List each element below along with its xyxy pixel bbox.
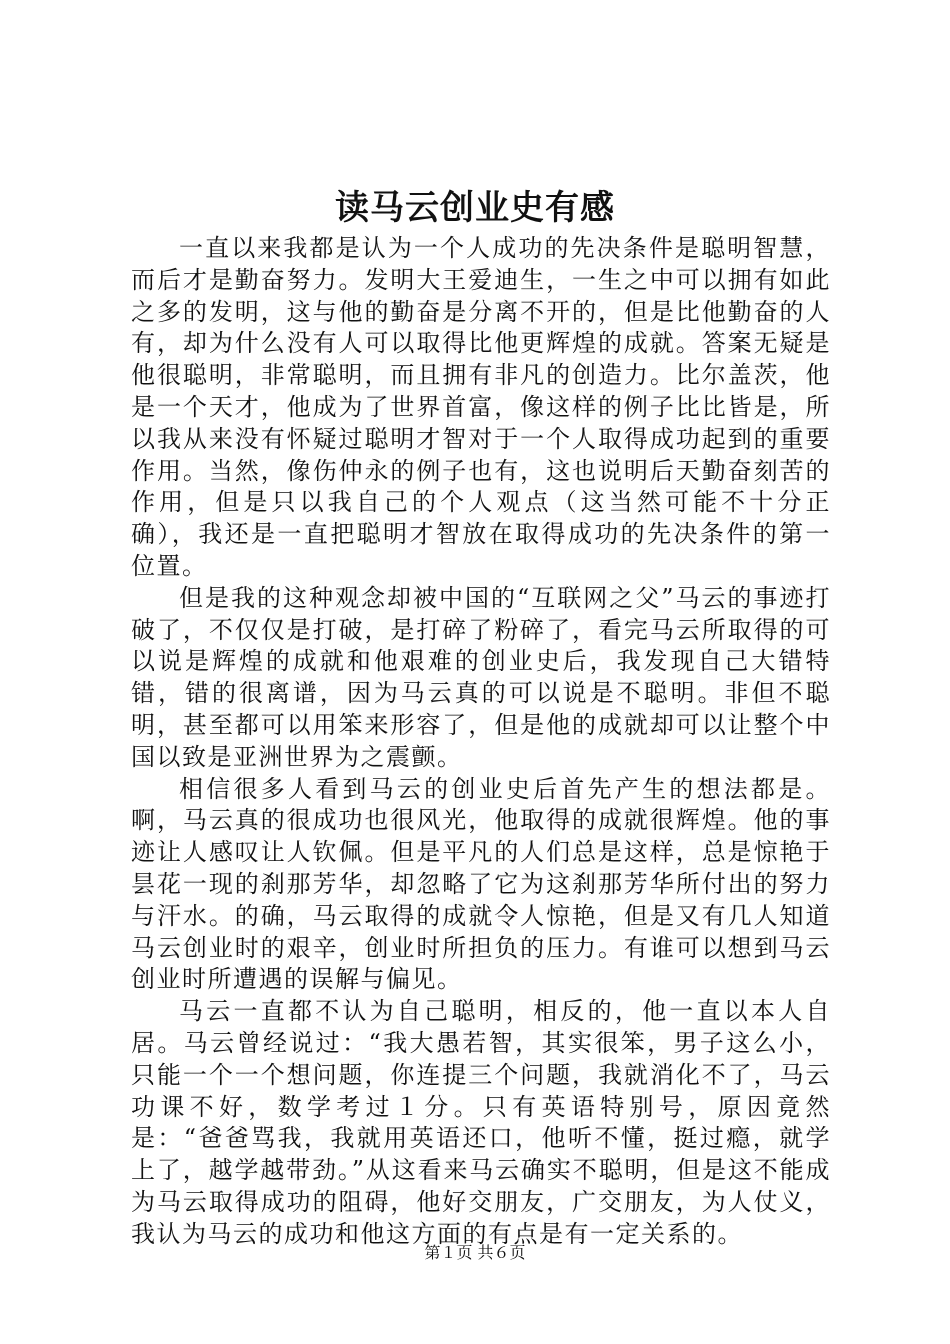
- paragraph-4: 马云一直都不认为自己聪明，相反的，他一直以本人自居。马云曾经说过：“我大愚若智，其实很笨，男子这么小，只能一个一个想问题，你连提三个问题，我就消化不了，马云功课不好，数学考过１分。只有英语特别号，原因竟然是：“爸爸骂我，我就用英语还口，他听不懂，挺过瘾，就学上了，越学越带劲。”从这看来马云确实不聪明，但是这不能成为马云取得成功的阻碍，他好交朋友，广交朋友，为人仗义，我认为马云的成功和他这方面的有点是有一定关系的。: [131, 997, 831, 1248]
- document-body: [131, 233, 831, 1251]
- paragraph-2: 但是我的这种观念却被中国的“互联网之父”马云的事迹打破了，不仅仅是打破，是打碎了粉碎了，看完马云所取得的可以说是辉煌的成就和他艰难的创业史后，我发现自己大错特错，错的很离谱，因为马云真的可以说是不聪明。非但不聪明，甚至都可以用笨来形容了，但是他的成就却可以让整个中国以致是亚洲世界为之震颤。: [131, 583, 831, 771]
- paragraph-3: 相信很多人看到马云的创业史后首先产生的想法都是。啊，马云真的很成功也很风光，他取得的成就很辉煌。他的事迹让人感叹让人钦佩。但是平凡的人们总是这样，总是惊艳于昙花一现的刹那芳华，却忽略了它为这刹那芳华所付出的努力与汗水。的确，马云取得的成就令人惊艳，但是又有几人知道马云创业时的艰辛，创业时所担负的压力。有谁可以想到马云创业时所遭遇的误解与偏见。: [131, 774, 831, 994]
- paragraph-1: 一直以来我都是认为一个人成功的先决条件是聪明智慧，而后才是勤奋努力。发明大王爱迪生，一生之中可以拥有如此之多的发明，这与他的勤奋是分离不开的，但是比他勤奋的人有，却为什么没有人可以取得比他更辉煌的成就。答案无疑是他很聪明，非常聪明，而且拥有非凡的创造力。比尔盖茨，他是一个天才，他成为了世界首富，像这样的例子比比皆是，所以我从来没有怀疑过聪明才智对于一个人取得成功起到的重要作用。当然，像伤仲永的例子也有，这也说明后天勤奋刻苦的作用，但是只以我自己的个人观点（这当然可能不十分正确），我还是一直把聪明才智放在取得成功的先决条件的第一位置。: [131, 234, 831, 580]
- page-footer: 第１页 共６页: [424, 1243, 526, 1262]
- document-title: 读马云创业史有感: [335, 188, 615, 228]
